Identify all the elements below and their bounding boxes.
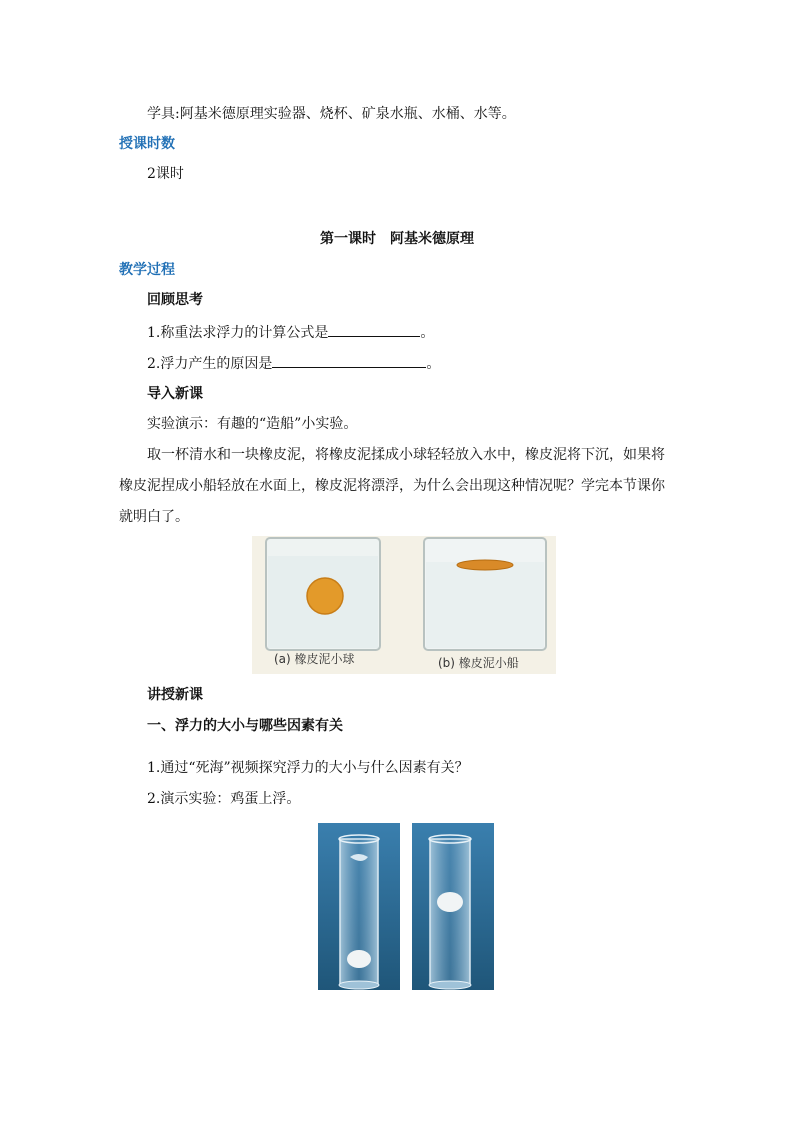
caption-b: (b) 橡皮泥小船 xyxy=(438,656,519,670)
lecture-subtitle: 一、浮力的大小与哪些因素有关 xyxy=(147,718,343,734)
answer-blank-1[interactable] xyxy=(328,322,420,337)
review-question-2 xyxy=(147,353,440,374)
intro-demo: 实验演示：有趣的“造船”小实验。 xyxy=(147,416,358,432)
intro-paragraph: 取一杯清水和一块橡皮泥，将橡皮泥揉成小球轻轻放入水中，橡皮泥将下沉，如果将橡皮泥捏成小船轻放在水面上，橡皮泥将漂浮，为什么会出现这种情况呢？学完本节课你就明白了。 xyxy=(119,447,665,525)
lecture-item-2: 2.演示实验：鸡蛋上浮。 xyxy=(147,791,301,807)
question-2-text: 2.浮力产生的原因是 xyxy=(147,356,273,372)
egg-right-icon xyxy=(437,892,463,912)
answer-blank-2[interactable] xyxy=(272,353,426,368)
intro-heading: 导入新课 xyxy=(147,386,203,402)
clay-ball-icon xyxy=(307,578,343,614)
clay-experiment-figure xyxy=(252,536,556,674)
question-1-text: 1.称重法求浮力的计算公式是 xyxy=(147,325,329,341)
review-heading: 回顾思考 xyxy=(147,292,203,308)
lecture-heading: 讲授新课 xyxy=(147,687,203,703)
review-question-1 xyxy=(147,322,434,343)
question-2-suffix: 。 xyxy=(426,356,441,372)
hours-value: 2课时 xyxy=(147,166,184,182)
lesson-title: 第一课时 阿基米德原理 xyxy=(320,231,474,247)
clay-boat-icon xyxy=(457,560,513,570)
egg-experiment-figure xyxy=(318,823,494,990)
question-1-suffix: 。 xyxy=(420,325,435,341)
materials-text: 学具:阿基米德原理实验器、烧杯、矿泉水瓶、水桶、水等。 xyxy=(147,106,516,122)
lecture-item-1: 1.通过“死海”视频探究浮力的大小与什么因素有关？ xyxy=(147,760,469,776)
egg-left-icon xyxy=(347,950,371,968)
section-heading-hours: 授课时数 xyxy=(119,136,175,152)
caption-a: (a) 橡皮泥小球 xyxy=(274,652,355,666)
egg-experiment-photos xyxy=(318,823,494,990)
section-heading-process: 教学过程 xyxy=(119,262,175,278)
